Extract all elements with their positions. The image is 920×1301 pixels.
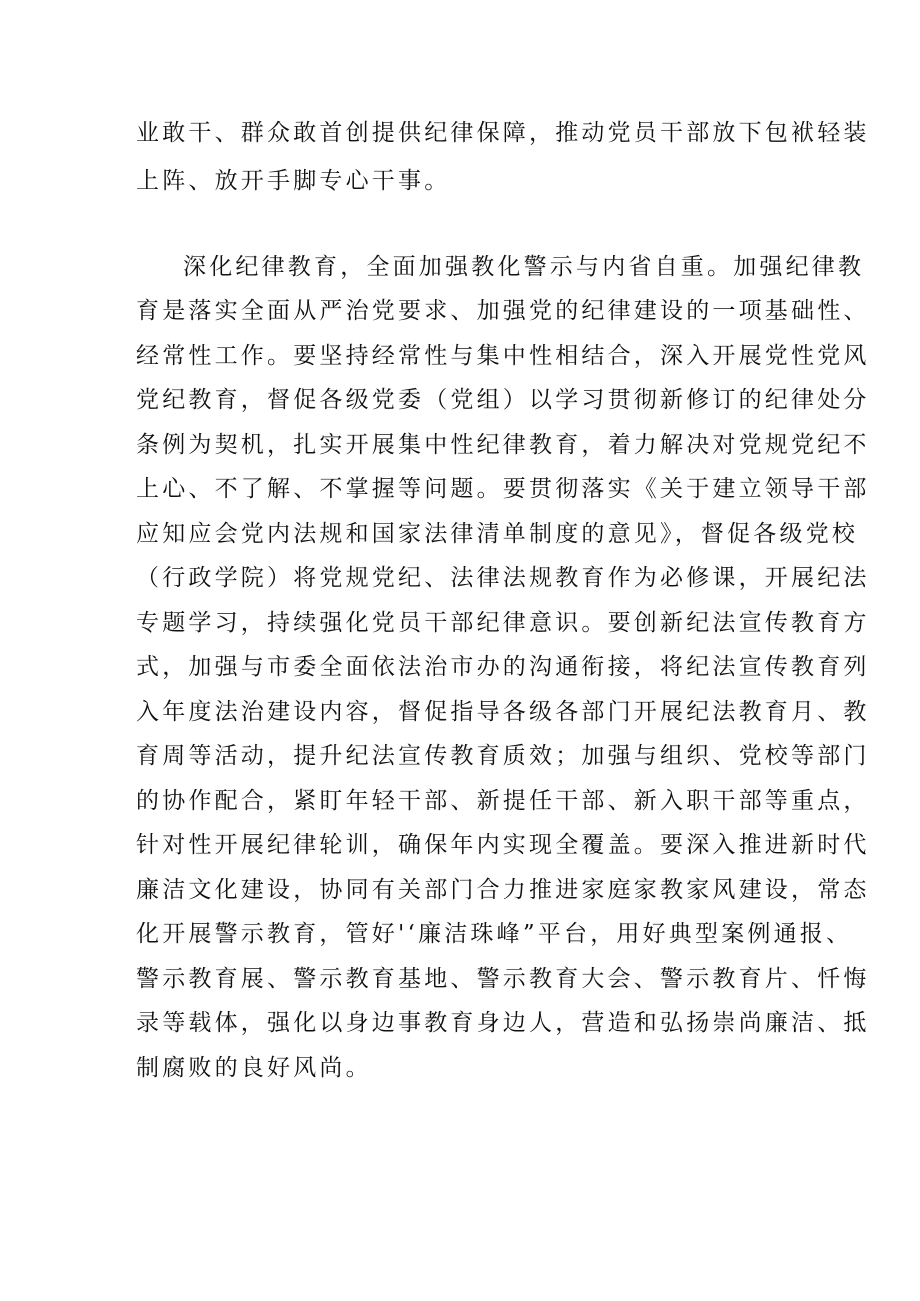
paragraph-2-line-2: 育是落实全面从严治党要求、加强党的纪律建设的一项基础性、 [136,298,870,324]
paragraph-2-line-6: 上心、不了解、不掌握等问题。要贯彻落实《关于建立领导干部 [136,476,870,502]
paragraph-2-line-9: 专题学习，持续强化党员干部纪律意识。要创新纪法宣传教育方 [136,610,870,636]
paragraph-2-line-11: 入年度法治建设内容，督促指导各级各部门开展纪法教育月、教 [136,699,870,725]
paragraph-2-line-16: 化开展警示教育，管好'‘廉洁珠峰”平台，用好典型案例通报、 [136,921,853,947]
paragraph-2-line-1: 深化纪律教育，全面加强教化警示与内省自重。加强纪律教 [183,254,865,280]
paragraph-1-line-1: 业敢干、群众敢首创提供纪律保障，推动党员干部放下包袱轻装 [136,120,870,146]
paragraph-2-line-4: 党纪教育，督促各级党委（党组）以学习贯彻新修订的纪律处分 [136,387,870,413]
paragraph-2-line-10: 式，加强与市委全面依法治市办的沟通衔接，将纪法宣传教育列 [136,654,870,680]
paragraph-2-line-7: 应知应会党内法规和国家法律清单制度的意见》，督促各级党校 [136,521,859,547]
paragraph-2-line-3: 经常性工作。要坚持经常性与集中性相结合，深入开展党性党风 [136,343,870,369]
paragraph-2-line-19: 制腐败的良好风尚。 [136,1055,372,1081]
paragraph-2-line-14: 针对性开展纪律轮训，确保年内实现全覆盖。要深入推进新时代 [136,832,870,858]
paragraph-2-line-12: 育周等活动，提升纪法宣传教育质效；加强与组织、党校等部门 [136,743,870,769]
paragraph-1-line-2: 上阵、放开手脚专心干事。 [136,168,451,194]
paragraph-2-line-17: 警示教育展、警示教育基地、警示教育大会、警示教育片、忏悔 [136,966,870,992]
paragraph-2-line-5: 条例为契机，扎实开展集中性纪律教育，着力解决对党规党纪不 [136,432,870,458]
paragraph-2-line-18: 录等载体，强化以身边事教育身边人，营造和弘扬崇尚廉洁、抵 [136,1010,870,1036]
paragraph-2-line-13: 的协作配合，紧盯年轻干部、新提任干部、新入职干部等重点， [136,788,870,814]
paragraph-2-line-15: 廉洁文化建设，协同有关部门合力推进家庭家教家风建设，常态 [136,877,870,903]
paragraph-2-line-8: （行政学院）将党规党纪、法律法规教育作为必修课，开展纪法 [136,565,870,591]
